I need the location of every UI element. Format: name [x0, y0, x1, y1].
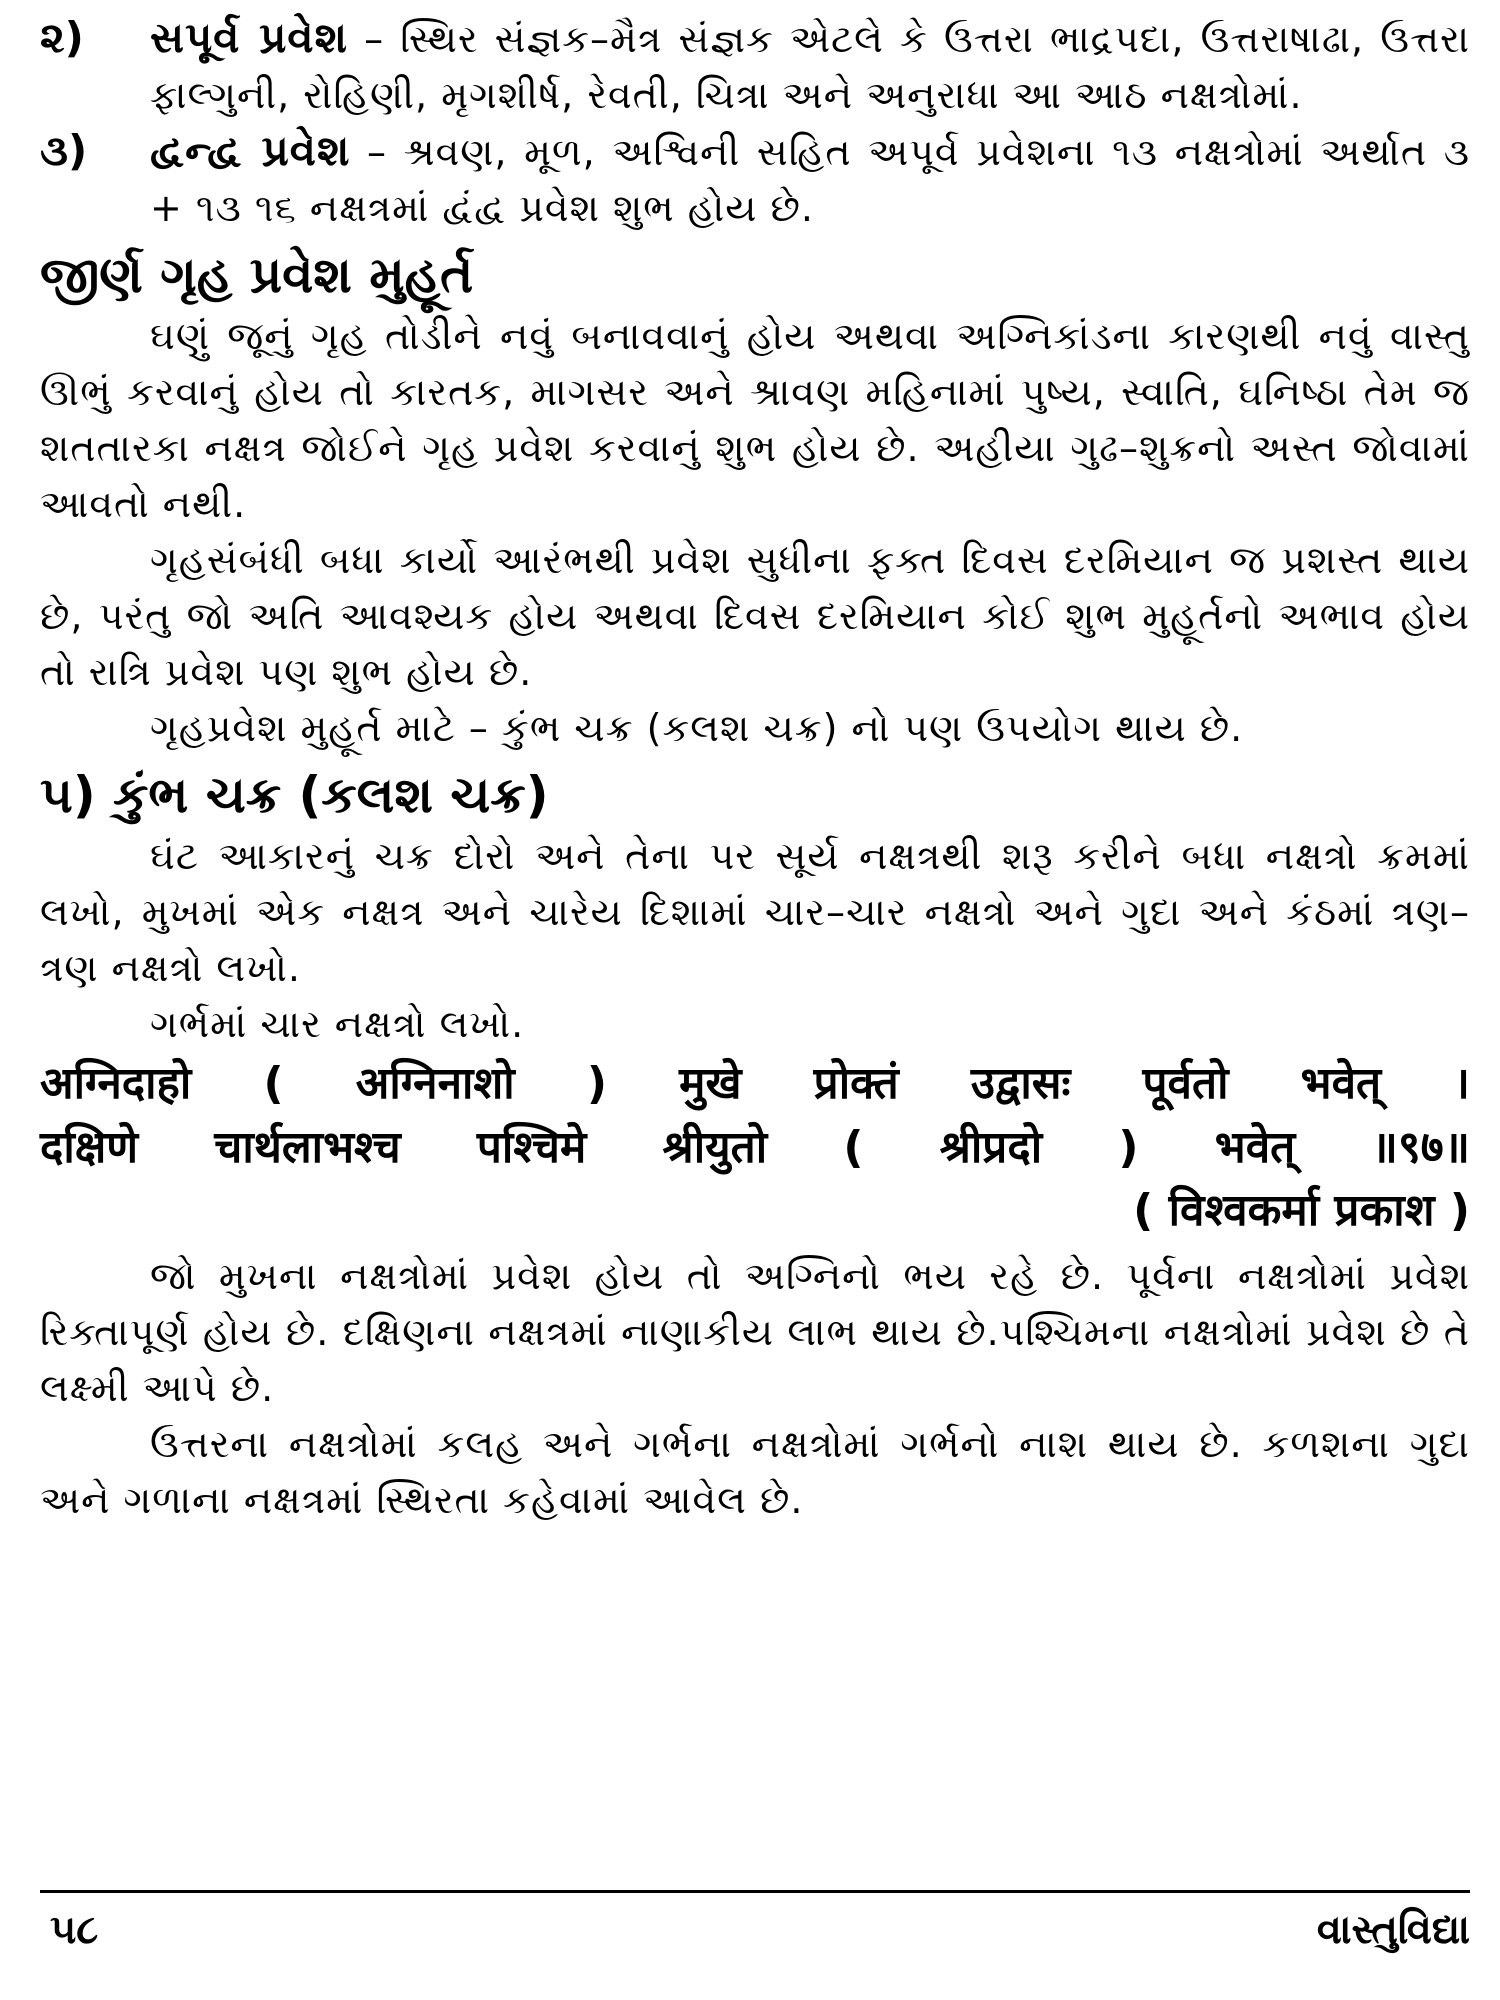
sanskrit-verse-line: दक्षिणे चार्थलाभश्च पश्चिमे श्रीयुतो ( श्रीप्रदो ) भवेत् ॥९७॥	[40, 1122, 1470, 1173]
section-heading-jirna-griha: જીર્ણ ગૃહ પ્રવેશ મુહૂર્ત	[40, 246, 474, 304]
paragraph: ગૃહસંબંધી બધા કાર્યો આરંભથી પ્રવેશ સુધીના ફક્ત દિવસ દરમિયાન જ પ્રશસ્ત થાય છે, પરંતુ જો અતિ આવશ્યક હોય અથવા દિવસ દરમિયાન કોઈ શુભ મુહૂર્તનો અભાવ હોય તો રાત્રિ પ્રવેશ પણ શુભ હોય છે.	[40, 538, 1470, 694]
list-text: – સ્થિર સંજ્ઞક–મૈત્ર સંજ્ઞક એટલે કે ઉત્તરા ભાદ્રપદા, ઉત્તરાષાઢા, ઉત્તરા ફાલ્ગુની, રોહિણી, મૃગશીર્ષ, રેવતી, ચિત્રા અને અનુરાધા આ આઠ નક્ષત્રોમાં.	[150, 17, 1470, 117]
page-footer	[50, 1902, 1470, 1958]
paragraph: ઘંટ આકારનું ચક્ર દોરો અને તેના પર સૂર્ય નક્ષત્રથી શરૂ કરીને બધા નક્ષત્રો ક્રમમાં લખો, મુખમાં એક નક્ષત્ર અને ચારેય દિશામાં ચાર–ચાર નક્ષત્રો અને ગુદા અને કંઠમાં ત્રણ–ત્રણ નક્ષત્રો લખો.	[40, 834, 1470, 990]
paragraph: ઉત્તરના નક્ષત્રોમાં કલહ અને ગર્ભના નક્ષત્રોમાં ગર્ભનો નાશ થાય છે. કળશના ગુદા અને ગળાના નક્ષત્રમાં સ્થિરતા કહેવામાં આવેલ છે.	[40, 1422, 1470, 1522]
paragraph: ગૃહપ્રવેશ મુહૂર્ત માટે – કુંભ ચક્ર (કલશ ચક્ર) નો પણ ઉપયોગ થાય છે.	[150, 706, 1244, 750]
list-number: ૨)	[40, 13, 84, 62]
list-title: દ્વન્દ્વ પ્રવેશ	[150, 126, 351, 175]
footer-divider	[40, 1890, 1470, 1893]
book-title: વાસ્તુવિદ્યા	[1316, 1907, 1470, 1953]
list-body	[150, 123, 1470, 236]
list-item-sapurva	[40, 10, 1470, 123]
section-heading-kumbh-chakra: ૫) કુંભ ચક્ર (કલશ ચક્ર)	[40, 766, 549, 824]
list-text: – શ્રવણ, મૂળ, અશ્વિની સહિત અપૂર્વ પ્રવેશના ૧૩ નક્ષત્રોમાં અર્થાત ૩ + ૧૩ ૧૬ નક્ષત્રમાં દ્વંદ્વ પ્રવેશ શુભ હોય છે.	[150, 130, 1471, 230]
page-content	[40, 10, 1470, 1528]
verse-source: ( विश्वकर्मा प्रकाश )	[1133, 1185, 1470, 1236]
list-title: સપૂર્વ પ્રવેશ	[150, 13, 348, 62]
page-number: ૫૮	[50, 1907, 99, 1953]
list-item-dvandva	[40, 123, 1470, 236]
list-number: ૩)	[40, 126, 88, 175]
paragraph: જો મુખના નક્ષત્રોમાં પ્રવેશ હોય તો અગ્નિનો ભય રહે છે. પૂર્વના નક્ષત્રોમાં પ્રવેશ રિક્તાપૂર્ણ હોય છે. દક્ષિણના નક્ષત્રમાં નાણાકીય લાભ થાય છે.પશ્ચિમના નક્ષત્રોમાં પ્રવેશ છે તે લક્ષ્મી આપે છે.	[40, 1254, 1470, 1410]
sanskrit-verse-line: अग्निदाहो ( अग्निनाशो ) मुखे प्रोक्तं उद्वासः पूर्वतो भवेत् ।	[40, 1058, 1470, 1109]
list-body	[150, 10, 1470, 123]
paragraph: ઘણું જૂનું ગૃહ તોડીને નવું બનાવવાનું હોય અથવા અગ્નિકાંડના કારણથી નવું વાસ્તુ ઊભું કરવાનું હોય તો કારતક, માગસર અને શ્રાવણ મહિનામાં પુષ્ય, સ્વાતિ, ઘનિષ્ઠા તેમ જ શતતારકા નક્ષત્ર જોઈને ગૃહ પ્રવેશ કરવાનું શુભ હોય છે. અહીયા ગુઢ–શુક્રનો અસ્ત જોવામાં આવતો નથી.	[40, 314, 1470, 526]
paragraph: ગર્ભમાં ચાર નક્ષત્રો લખો.	[150, 1002, 525, 1046]
